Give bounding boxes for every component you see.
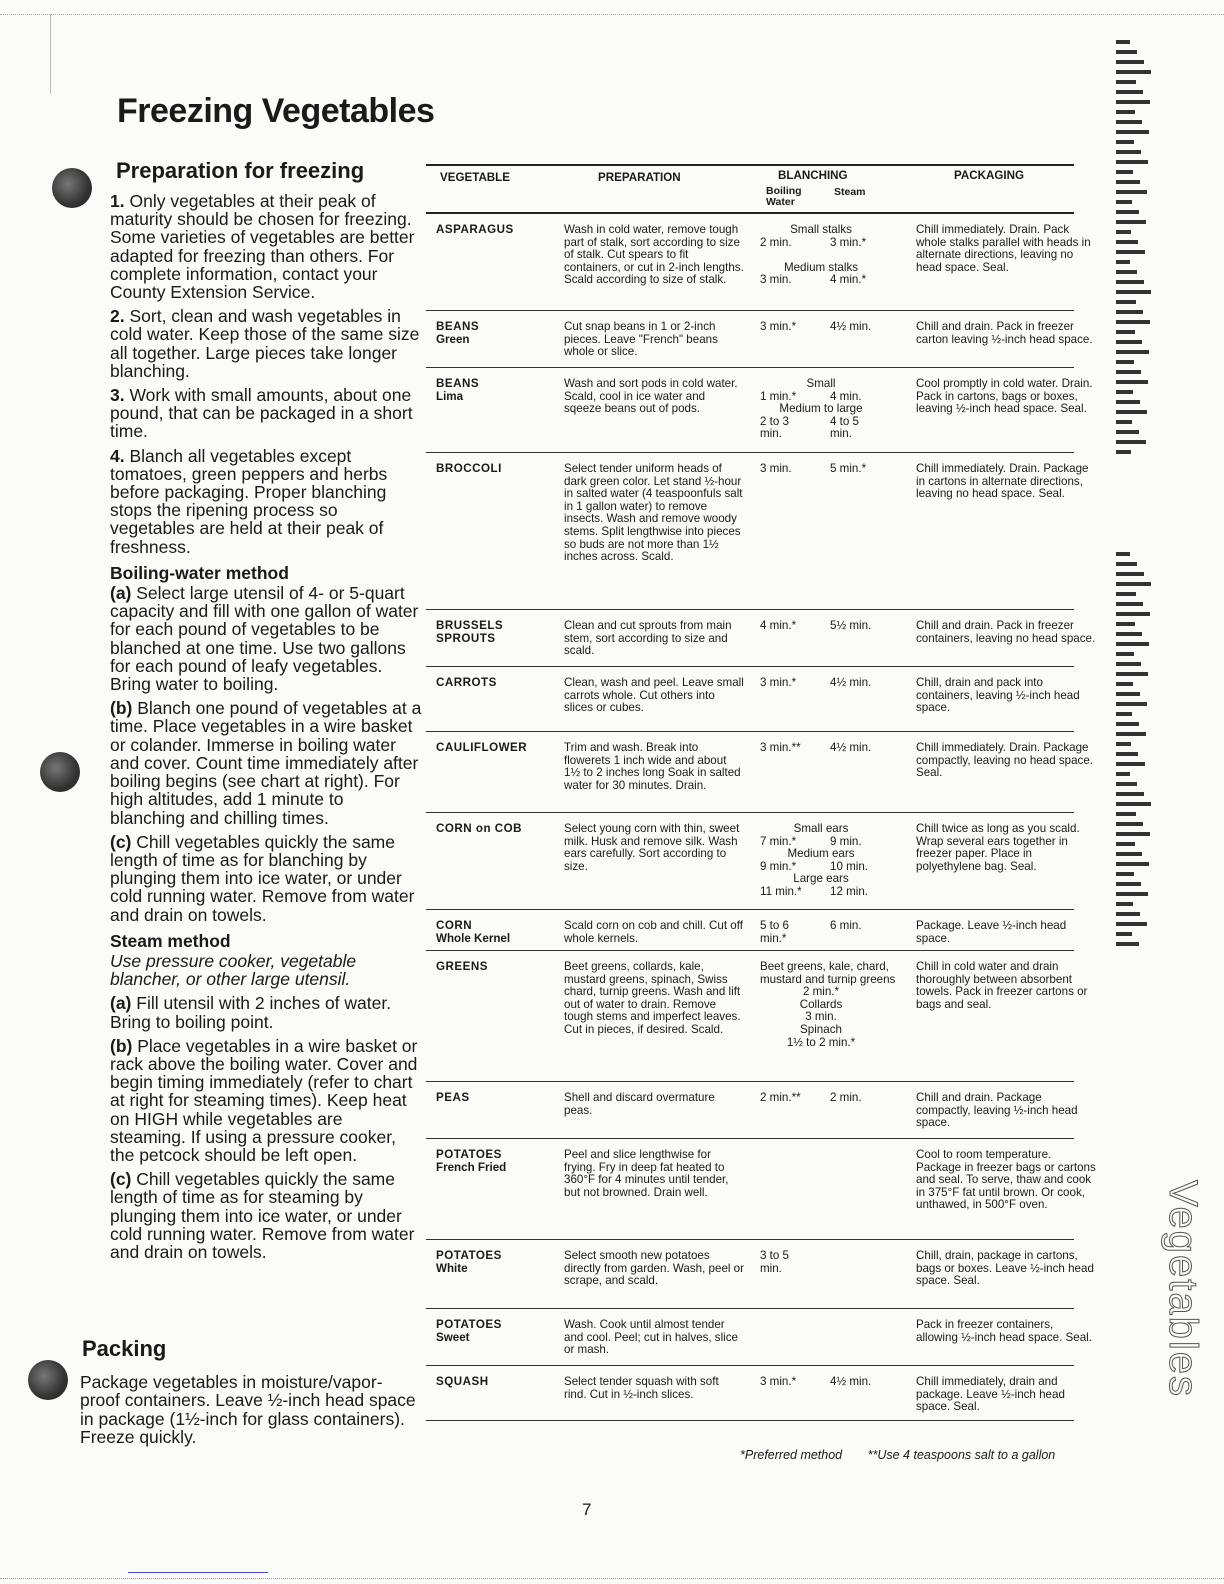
blanching-note: 1½ to 2 min.*: [786, 1035, 856, 1049]
preparation-step: [110, 386, 422, 441]
edge-mark: [1116, 782, 1137, 786]
packaging-cell: Chill immediately. Drain. Package compactly, leaving no head space. Seal.: [916, 741, 1094, 780]
edge-mark: [1116, 832, 1150, 836]
header-vegetable: VEGETABLE: [440, 171, 510, 184]
preparation-step-number: 4.: [110, 445, 130, 466]
footer-rule: [128, 1572, 268, 1573]
blanching-cell: [760, 961, 910, 1049]
edge-mark: [1116, 210, 1139, 214]
edge-mark: [1116, 70, 1151, 74]
packing-heading: Packing: [82, 1336, 167, 1361]
edge-mark: [1116, 722, 1139, 726]
packaging-cell: Chill in cold water and drain thoroughly between absorbent towels. Pack in freezer cartons or bags and seal.: [916, 960, 1088, 1011]
vegetable-name: BRUSSELS SPROUTS: [436, 619, 504, 645]
edge-mark: [1116, 340, 1142, 344]
edge-mark: [1116, 290, 1151, 294]
vegetable-name: CORN on COB: [436, 822, 523, 835]
blanching-cell: [760, 321, 910, 334]
edge-mark: [1116, 400, 1140, 404]
edge-mark: [1116, 220, 1146, 224]
blanching-times: [760, 1263, 910, 1276]
packaging-cell: Chill and drain. Pack in freezer containers, leaving no head space.: [916, 619, 1096, 645]
edge-mark: [1116, 50, 1137, 54]
table-row: [426, 667, 1080, 732]
edge-mark: [1116, 562, 1137, 566]
edge-mark: [1116, 652, 1134, 656]
edge-mark: [1116, 762, 1145, 766]
blanching-note: [760, 249, 882, 262]
steam-heading: Steam method: [110, 930, 231, 951]
blanching-note: 3 min.: [805, 1010, 837, 1024]
blanching-note: Small: [806, 377, 836, 390]
edge-mark: [1116, 250, 1145, 254]
edge-mark: [1116, 862, 1149, 866]
edge-mark: [1116, 792, 1144, 796]
blanching-cell: [760, 920, 910, 945]
blanching-note: Medium stalks: [783, 260, 859, 274]
edge-mark: [1116, 320, 1150, 324]
edge-mark: [1116, 602, 1143, 606]
boiling-time: min.: [760, 427, 782, 441]
steam-time: 6 min.: [830, 919, 862, 932]
bullet-dot: [40, 752, 80, 792]
table-row: [426, 1366, 1074, 1421]
edge-marks: [1116, 40, 1156, 460]
edge-mark: [1116, 350, 1149, 354]
edge-mark: [1116, 622, 1135, 626]
edge-mark: [1116, 682, 1133, 686]
edge-mark: [1116, 110, 1135, 114]
blanching-cell: [760, 823, 910, 899]
preparation-cell: Clean and cut sprouts from main stem, sort according to size and scald.: [564, 619, 732, 658]
edge-mark: [1116, 672, 1148, 676]
edge-mark: [1116, 260, 1130, 264]
preparation-heading: Preparation for freezing: [116, 158, 365, 183]
edge-mark: [1116, 912, 1140, 916]
preparation-section: [110, 158, 422, 1267]
boiling-step: [110, 833, 422, 924]
edge-mark: [1116, 100, 1150, 104]
edge-mark: [1116, 240, 1138, 244]
edge-mark: [1116, 662, 1141, 666]
edge-mark: [1116, 60, 1144, 64]
boiling-time: 2 min.**: [760, 1091, 801, 1104]
footnote-preferred: *Preferred method: [740, 1448, 843, 1462]
vegetable-variety: Green: [436, 332, 470, 346]
preparation-cell: Select tender uniform heads of dark green color. Let stand ½-hour in salted water (4 teaspoonfuls salt in 1 gallon water) to remove insects. Wash and remove woody stems. Split lengthwise into pieces so buds are not more than 1½ inches across. Scald.: [564, 462, 743, 564]
table-body: [426, 214, 1096, 1421]
edge-mark: [1116, 420, 1132, 424]
boiling-time: 5 to 6: [760, 919, 790, 932]
boiling-time: 3 to 5: [760, 1249, 790, 1262]
edge-mark: [1116, 380, 1148, 384]
table-row: [426, 951, 1088, 1082]
boiling-time: 3 min.: [760, 462, 792, 475]
footnote-salt: **Use 4 teaspoons salt to a gallon: [867, 1448, 1056, 1462]
boiling-time: 1 min.*: [760, 389, 797, 403]
header-steam: Steam: [834, 186, 866, 198]
blanching-note: Medium to large: [779, 402, 863, 416]
edge-mark: [1116, 140, 1134, 144]
steam-step-text: Fill utensil with 2 inches of water. Bring to boiling point.: [110, 993, 392, 1032]
blanching-times: [760, 677, 910, 690]
preparation-step-number: 1.: [110, 191, 130, 211]
boiling-time: 3 min.**: [760, 741, 801, 754]
steam-time: 4½ min.: [830, 1375, 872, 1388]
edge-mark: [1116, 932, 1132, 936]
boiling-step-number: (c): [110, 831, 137, 852]
table-row: [426, 1309, 1092, 1366]
preparation-step: [110, 307, 422, 380]
preparation-cell: Wash and sort pods in cold water. Scald, cool in ice water and sqeeze beans out of pods.: [564, 377, 738, 416]
edge-mark: [1116, 410, 1147, 414]
edge-mark: [1116, 822, 1143, 826]
vegetable-name: CORN Whole Kernel: [436, 920, 556, 945]
header-blanching: BLANCHING: [778, 169, 848, 182]
edge-mark: [1116, 170, 1133, 174]
blanching-times: [760, 237, 910, 250]
preparation-step-text: Work with small amounts, about one pound, that can be packaged in a short time.: [110, 385, 413, 442]
table-row: [426, 1240, 1094, 1309]
edge-mark: [1116, 150, 1141, 154]
preparation-cell: Scald corn on cob and chill. Cut off whole kernels.: [564, 919, 743, 945]
steam-time: 5½ min.: [830, 619, 872, 632]
preparation-cell: Wash in cold water, remove tough part of stalk, sort according to size of stalk. Cut spears to fit containers, or cut in 2-inch lengths. Scald according to size of stalk.: [564, 223, 744, 287]
edge-mark: [1116, 310, 1143, 314]
boiling-time: min.: [760, 1261, 782, 1275]
preparation-cell: Wash. Cook until almost tender and cool. Peel; cut in halves, slice or mash.: [564, 1318, 739, 1357]
packaging-cell: Chill, drain, package in cartons, bags or boxes. Leave ½-inch head space. Seal.: [916, 1249, 1094, 1288]
blanching-cell: [760, 224, 910, 287]
edge-mark: [1116, 552, 1130, 556]
blanching-note: 2 min.*: [802, 985, 840, 999]
preparation-cell: Select young corn with thin, sweet milk. Husk and remove silk. Wash ears carefully. Sort according to size.: [564, 822, 740, 873]
steam-time: 4 to 5: [830, 414, 860, 428]
steam-time: 5 min.*: [830, 462, 867, 475]
edge-mark: [1116, 572, 1144, 576]
boiling-time: min.*: [760, 931, 787, 945]
packaging-cell: Chill, drain and pack into containers, leaving ½-inch head space.: [916, 676, 1080, 715]
boiling-step-number: (a): [110, 583, 137, 604]
vegetable-name: CARROTS: [436, 676, 497, 689]
packaging-cell: Chill immediately, drain and package. Leave ½-inch head space. Seal.: [916, 1375, 1065, 1414]
steam-step-number: (c): [110, 1169, 137, 1190]
edge-mark: [1116, 360, 1134, 364]
edge-mark: [1116, 40, 1130, 44]
preparation-step: [110, 192, 422, 301]
blanching-times: [760, 1092, 910, 1105]
preparation-cell: Select smooth new potatoes directly from garden. Wash, peel or scrape, and scald.: [564, 1249, 744, 1288]
edge-mark: [1116, 390, 1133, 394]
packing-section: [80, 1336, 420, 1447]
edge-mark: [1116, 942, 1139, 946]
boiling-time: 2 min.: [760, 235, 792, 249]
bottom-scan-line: [0, 1578, 1224, 1579]
edge-mark: [1116, 300, 1136, 304]
edge-mark: [1116, 130, 1149, 134]
vegetable-name: BEANS Green: [436, 321, 556, 346]
blanching-times: [760, 321, 910, 334]
boiling-time: 9 min.*: [760, 859, 797, 873]
edge-mark: [1116, 370, 1141, 374]
boiling-time: 3 min.*: [760, 1375, 797, 1388]
steam-step: [110, 1037, 422, 1164]
edge-mark: [1116, 592, 1136, 596]
preparation-step: [110, 447, 422, 556]
steam-step-text: Chill vegetables quickly the same length of time as for steaming by plunging them into ice water, or under cold running water. Remove from water and drain on towels.: [110, 1169, 415, 1262]
blanching-cell: [760, 1250, 910, 1275]
edge-mark: [1116, 882, 1141, 886]
bullet-dot: [28, 1360, 68, 1400]
edge-mark: [1116, 450, 1131, 454]
edge-mark: [1116, 752, 1138, 756]
steam-steps: [110, 994, 422, 1261]
steam-time: 4 min.*: [830, 273, 867, 287]
page-title: Freezing Vegetables: [117, 92, 435, 130]
steam-time: 4 min.: [830, 389, 862, 403]
boiling-step: [110, 699, 422, 826]
vegetable-variety: White: [436, 1261, 468, 1275]
steam-intro: Use pressure cooker, vegetable blancher, or other large utensil.: [110, 950, 357, 990]
table-row: [426, 1082, 1078, 1139]
blanching-cell: [760, 1376, 910, 1389]
blanching-times: [760, 274, 910, 287]
packaging-cell: Package. Leave ½-inch head space.: [916, 919, 1067, 945]
packaging-cell: Chill twice as long as you scald. Wrap several ears together in freezer paper. Place in polyethylene bag. Seal.: [916, 822, 1080, 873]
packaging-cell: Cool to room temperature. Package in freezer bags or cartons and seal. To serve, thaw and cook in 375°F fat until brown. Or cook, unthawed, in 500°F oven.: [916, 1148, 1096, 1212]
edge-mark: [1116, 812, 1136, 816]
blanching-times: [760, 1250, 910, 1263]
blanching-note: Collards: [799, 997, 843, 1011]
edge-mark: [1116, 712, 1132, 716]
vegetable-variety: Lima: [436, 389, 464, 403]
blanching-note: Spinach: [800, 1022, 842, 1036]
blanching-cell: [760, 463, 910, 476]
edge-mark: [1116, 732, 1146, 736]
edge-mark: [1116, 90, 1143, 94]
boiling-time: 4 min.*: [760, 619, 797, 632]
preparation-cell: Peel and slice lengthwise for frying. Fry in deep fat heated to 360°F for 4 minutes until tender, but not browned. Drain well.: [564, 1148, 729, 1199]
table-header: [426, 164, 1074, 214]
boiling-step: [110, 584, 422, 693]
preparation-cell: Cut snap beans in 1 or 2-inch pieces. Leave "French" beans whole or slice.: [564, 320, 718, 359]
blanching-times: [760, 886, 910, 899]
edge-mark: [1116, 80, 1136, 84]
blanching-times: [760, 742, 910, 755]
preparation-step-number: 2.: [110, 306, 130, 327]
steam-step-text: Place vegetables in a wire basket or rack above the boiling water. Cover and begin timing immediately (refer to chart at right for steaming times). Keep heat on HIGH while vegetables are steaming. If using a pressure cooker, the petcock should be left open.: [110, 1035, 418, 1165]
edge-mark: [1116, 120, 1142, 124]
edge-mark: [1116, 772, 1130, 776]
steam-step: [110, 994, 422, 1030]
header-preparation: PREPARATION: [598, 171, 681, 184]
vegetable-name: BROCCOLI: [436, 462, 502, 475]
edge-mark: [1116, 440, 1146, 444]
boiling-time: 2 to 3: [760, 414, 790, 428]
table-row: [426, 1139, 1096, 1240]
steam-time: 4½ min.: [830, 676, 872, 689]
blanching-note: Beet greens, kale, chard, mustard and turnip greens: [760, 960, 896, 986]
table-row: [426, 311, 1093, 368]
header-boiling-water: Boiling Water: [766, 185, 802, 208]
steam-time: 3 min.*: [830, 235, 867, 249]
table-row: [426, 453, 1089, 610]
blanching-note: Small stalks: [790, 223, 852, 236]
vegetable-name: POTATOES Sweet: [436, 1319, 556, 1344]
blanching-times: [760, 920, 910, 933]
edge-mark: [1116, 430, 1139, 434]
vegetable-name: GREENS: [436, 960, 488, 973]
edge-mark: [1116, 842, 1135, 846]
preparation-cell: Select tender squash with soft rind. Cut in ½-inch slices.: [564, 1375, 719, 1401]
header-packaging: PACKAGING: [954, 169, 1024, 182]
steam-time: 4½ min.: [830, 320, 872, 333]
vegetable-variety: Whole Kernel: [436, 931, 511, 945]
boiling-heading: Boiling-water method: [110, 562, 289, 583]
boiling-time: 3 min.: [760, 273, 792, 287]
steam-step: [110, 1170, 422, 1261]
blanching-times: [760, 933, 910, 946]
packaging-cell: Cool promptly in cold water. Drain. Pack in cartons, bags or boxes, leaving ½-inch head space. Seal.: [916, 377, 1093, 416]
steam-time: 4½ min.: [830, 741, 872, 754]
edge-mark: [1116, 180, 1140, 184]
edge-mark: [1116, 692, 1140, 696]
vegetable-name: BEANS Lima: [436, 378, 556, 403]
top-scan-line: [0, 14, 1224, 15]
vegetable-name: SQUASH: [436, 1375, 489, 1388]
vegetable-variety: Sweet: [436, 1330, 470, 1344]
packaging-cell: Chill immediately. Drain. Pack whole stalks parallel with heads in alternate directions, leaving no head space. Seal.: [916, 223, 1091, 274]
preparation-step-text: Sort, clean and wash vegetables in cold water. Keep those of the same size all together. Large pieces take longer blanching.: [110, 306, 420, 381]
vegetable-name: POTATOES French Fried: [436, 1149, 556, 1174]
edge-mark: [1116, 852, 1142, 856]
blanching-note: Small ears: [793, 822, 849, 835]
packing-text: Package vegetables in moisture/vapor-proof containers. Leave ½-inch head space in package (1½-inch for glass containers). Freeze quickly.: [80, 1371, 416, 1447]
preparation-cell: Beet greens, collards, kale, mustard greens, spinach, Swiss chard, turnip greens. Wash and lift out of water to drain. Remove tough stems and imperfect leaves. Cut in pieces, if desired. Scald.: [564, 960, 741, 1036]
edge-mark: [1116, 742, 1131, 746]
vegetable-name: PEAS: [436, 1091, 470, 1104]
packaging-cell: Chill and drain. Package compactly, leaving ½-inch head space.: [916, 1091, 1078, 1130]
boiling-step-text: Chill vegetables quickly the same length of time as for blanching by plunging them into ice water, or under cold running water. Remove from water and drain on towels.: [110, 831, 415, 925]
steam-time: min.: [830, 427, 852, 441]
blanching-cell: [760, 742, 910, 755]
blanching-cell: [760, 620, 910, 633]
blanching-times: [760, 620, 910, 633]
preparation-step-text: Blanch all vegetables except tomatoes, green peppers and herbs before packaging. Proper blanching stops the ripening process so vegetables are held at their peak of freshness.: [110, 445, 388, 557]
preparation-cell: Shell and discard overmature peas.: [564, 1091, 715, 1117]
preparation-steps: [110, 192, 422, 556]
table-row: [426, 368, 1093, 453]
steam-step-number: (a): [110, 993, 137, 1014]
edge-mark: [1116, 872, 1134, 876]
boiling-time: 3 min.*: [760, 320, 797, 333]
vegetable-variety: French Fried: [436, 1160, 507, 1174]
edge-mark: [1116, 200, 1132, 204]
edge-mark: [1116, 612, 1150, 616]
steam-step-number: (b): [110, 1035, 138, 1056]
edge-mark: [1116, 632, 1142, 636]
boiling-time: 11 min.*: [760, 884, 802, 898]
edge-mark: [1116, 892, 1148, 896]
packaging-cell: Pack in freezer containers, allowing ½-inch head space. Seal.: [916, 1318, 1092, 1344]
edge-mark: [1116, 160, 1148, 164]
edge-mark: [1116, 802, 1151, 806]
blanching-times: [760, 1376, 910, 1389]
boiling-step-text: Blanch one pound of vegetables at a time. Place vegetables in a wire basket or colander. Immerse in boiling water and cover. Count time immediately after boiling begins (see chart at right). For high altitudes, add 1 minute to blanching and chilling times.: [110, 698, 422, 828]
table-row: [426, 910, 1074, 951]
edge-mark: [1116, 330, 1135, 334]
packaging-cell: Chill immediately. Drain. Package in cartons in alternate directions, leaving no head space. Seal.: [916, 462, 1089, 501]
left-scan-line: [50, 14, 51, 94]
table-row: [426, 610, 1096, 667]
edge-mark: [1116, 582, 1151, 586]
blanching-note: Medium ears: [787, 847, 855, 861]
bullet-dot: [52, 168, 92, 208]
table-row: [426, 214, 1091, 311]
edge-mark: [1116, 280, 1144, 284]
boiling-time: 3 min.*: [760, 676, 797, 689]
edge-mark: [1116, 190, 1147, 194]
packaging-cell: Chill and drain. Pack in freezer carton leaving ½-inch head space.: [916, 320, 1093, 346]
blanching-times: [760, 463, 910, 476]
blanching-cell: [760, 1092, 910, 1105]
preparation-cell: Trim and wash. Break into flowerets 1 inch wide and about 1½ to 2 inches long Soak in salted water for 30 minutes. Drain.: [564, 741, 741, 792]
blanching-note: Large ears: [793, 872, 849, 886]
preparation-step-text: Only vegetables at their peak of maturity should be chosen for freezing. Some varieties of vegetables are better adapted for freezing than others. For complete information, contact your County Extension Service.: [110, 191, 415, 303]
table-row: [426, 813, 1080, 910]
page-number: 7: [582, 1500, 592, 1519]
blanching-times: [760, 428, 910, 441]
edge-mark: [1116, 230, 1131, 234]
footnotes: [740, 1448, 1077, 1462]
vegetable-name: ASPARAGUS: [436, 223, 514, 236]
vegetable-name: POTATOES White: [436, 1250, 556, 1275]
blanching-cell: [760, 677, 910, 690]
steam-time: 10 min.: [830, 859, 869, 873]
preparation-step-number: 3.: [110, 385, 130, 406]
edge-mark: [1116, 902, 1133, 906]
blanching-cell: [760, 378, 910, 441]
boiling-step-text: Select large utensil of 4- or 5-quart capacity and fill with one gallon of water for each pound of vegetables to be blanched at one time. Use two gallons for each pound of leafy vegetables. Bring water to boiling.: [110, 583, 419, 695]
preparation-cell: Clean, wash and peel. Leave small carrots whole. Cut others into slices or cubes.: [564, 676, 744, 715]
edge-mark: [1116, 702, 1147, 706]
side-tab-label: Vegetables: [1161, 1180, 1205, 1398]
edge-mark: [1116, 270, 1137, 274]
steam-time: 9 min.: [830, 834, 862, 848]
table-row: [426, 732, 1094, 813]
steam-time: 12 min.: [830, 884, 869, 898]
boiling-step-number: (b): [110, 698, 138, 719]
vegetable-table: [426, 164, 1096, 1421]
edge-mark: [1116, 922, 1147, 926]
steam-time: 2 min.: [830, 1091, 862, 1104]
vegetable-name: CAULIFLOWER: [436, 741, 528, 754]
boiling-steps: [110, 584, 422, 924]
edge-marks: [1116, 552, 1156, 952]
edge-mark: [1116, 642, 1149, 646]
boiling-time: 7 min.*: [760, 834, 797, 848]
